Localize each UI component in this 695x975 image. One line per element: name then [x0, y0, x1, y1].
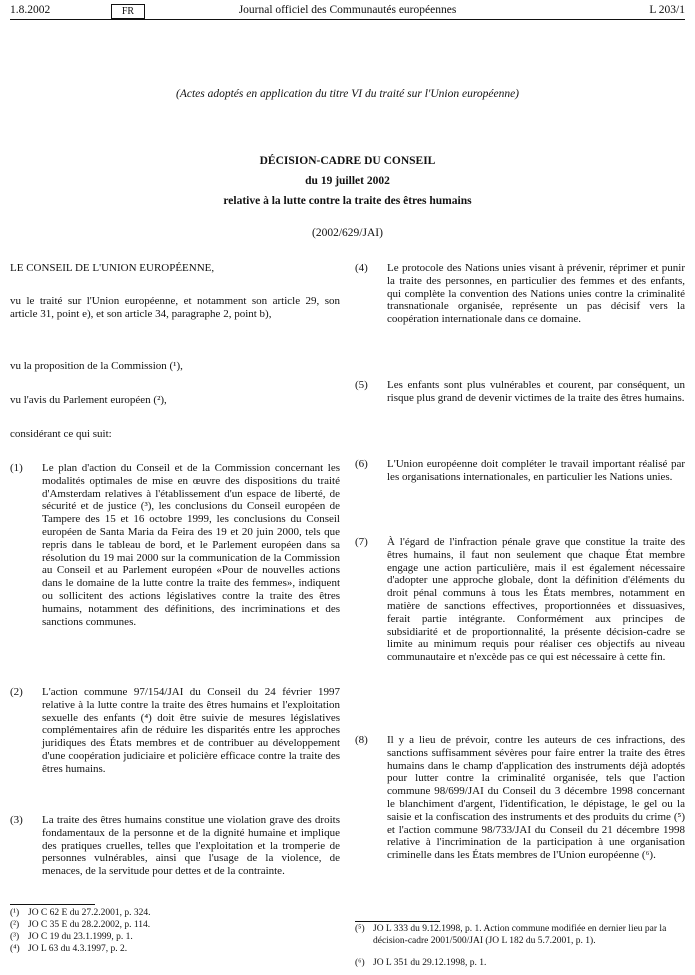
considering-line: considérant ce qui suit: [10, 428, 112, 440]
footnote-number: (¹) [10, 908, 20, 918]
recital-number: (4) [355, 262, 368, 274]
decision-subject: relative à la lutte contre la traite des êtres humains [223, 195, 472, 207]
recital-5 [355, 379, 685, 405]
recital-text: La traite des êtres humains constitue une violation grave des droits fondamentaux de la personne et de la dignité humaine et implique des pratiques cruelles, telles que l'exploitation et la tromperie de personnes vulnérables, ainsi que l'usage de la violence, de menaces, de la servitude pour dettes et de la contrainte. [42, 814, 340, 878]
recital-number: (6) [355, 458, 368, 470]
page-reference: L 203/1 [649, 4, 685, 16]
recital-3 [10, 814, 340, 878]
footnote-text: JO L 333 du 9.12.1998, p. 1. Action commune modifiée en dernier lieu par la décision-cadre 2001/500/JAI (JO L 182 du 5.7.2001, p. 1). [373, 924, 667, 946]
footnote-1 [10, 908, 340, 920]
footnote-text: JO C 35 E du 28.2.2002, p. 114. [28, 920, 151, 930]
footnote-6 [355, 958, 685, 970]
footnote-text: JO C 62 E du 27.2.2001, p. 324. [28, 908, 151, 918]
footnote-5 [355, 924, 685, 947]
decision-title: DÉCISION-CADRE DU CONSEIL [259, 155, 436, 167]
footnote-number: (⁶) [355, 958, 365, 968]
footnote-number: (⁵) [355, 924, 365, 934]
footnote-text: JO L 63 du 4.3.1997, p. 2. [28, 944, 128, 954]
footnote-number: (³) [10, 932, 20, 942]
decision-date: du 19 juillet 2002 [305, 175, 390, 187]
footnote-number: (⁴) [10, 944, 20, 954]
recital-number: (8) [355, 734, 368, 746]
recital-number: (3) [10, 814, 23, 826]
visa-commission: vu la proposition de la Commission (¹), [10, 360, 183, 372]
recital-number: (1) [10, 462, 23, 474]
footnote-2 [10, 920, 340, 932]
footnote-rule [355, 921, 440, 922]
recital-7 [355, 536, 685, 664]
recital-text: L'action commune 97/154/JAI du Conseil du 24 février 1997 relative à la lutte contre la traite des êtres humains et l'exploitation sexuelle des enfants (⁴) doit être suivie de mesures législatives complémentaires afin de réduire les disparités entre les approches juridiques des États membres et de contribuer au développement d'une coopération judiciaire et policière efficace contre la traite des êtres humains. [42, 686, 340, 775]
language-badge: FR [111, 4, 145, 19]
recital-text: L'Union européenne doit compléter le travail important réalisé par les organisations internationales, en particulier les Nations unies. [387, 458, 685, 483]
header-rule [10, 19, 685, 20]
footnote-text: JO C 19 du 23.1.1999, p. 1. [28, 932, 133, 942]
visa-treaty: vu le traité sur l'Union européenne, et notamment son article 29, son article 31, point e), et son article 34, paragraphe 2, point b), [10, 295, 340, 320]
recital-text: Le plan d'action du Conseil et de la Commission concernant les modalités optimales de mise en œuvre des dispositions du traité d'Amsterdam relatives à l'établissement d'un espace de liberté, de sécurité et de justice (³), les conclusions du Conseil européen de Tampere des 15 et 16 octobre 1999, les conclusions du Conseil européen de Santa Maria da Feira des 19 et 20 juin 2000, tels que repris dans le tableau de bord, et le Parlement européen dans sa résolution du 19 mai 2000 sur la communication de la Commission au Conseil et au Parlement européen «Pour de nouvelles actions dans le domaine de la lutte contre la traite des femmes», indiquent ou sollicitent des actions législatives contre la traite des êtres humains, notamment des définitions, des incriminations et des sanctions communes. [42, 462, 340, 628]
recital-1 [10, 462, 340, 628]
recital-number: (7) [355, 536, 368, 548]
recital-4 [355, 262, 685, 326]
journal-title: Journal officiel des Communautés européennes [238, 4, 457, 16]
recital-text: Les enfants sont plus vulnérables et courent, par conséquent, un risque plus grand de devenir victimes de la traite des êtres humains. [387, 379, 685, 404]
footnote-3 [10, 932, 340, 944]
footnote-4 [10, 944, 340, 956]
recital-text: Le protocole des Nations unies visant à prévenir, réprimer et punir la traite des personnes, en particulier des femmes et des enfants, qui complète la convention des Nations unies contre la criminalité transnationale organisée, représente un pas décisif vers la coopération internationale dans ce domaine. [387, 262, 685, 326]
decision-code: (2002/629/JAI) [312, 227, 383, 239]
recital-2 [10, 686, 340, 776]
page-header [10, 4, 685, 20]
footnote-text: JO L 351 du 29.12.1998, p. 1. [373, 958, 487, 968]
footnote-number: (²) [10, 920, 20, 930]
footnote-rule [10, 904, 95, 905]
recital-text: Il y a lieu de prévoir, contre les auteurs de ces infractions, des sanctions suffisamment sévères pour faire entrer la traite des êtres humains dans le champ d'application des instruments déjà adoptés pour lutter contre la criminalité organisée, tels que l'action commune 98/699/JAI du Conseil du 3 décembre 1998 concernant le blanchiment d'argent, l'identification, le dépistage, le gel ou la saisie et la confiscation des instruments et des produits du crime (⁵) et l'action commune 98/733/JAI du Conseil du 21 décembre 1998 relative à l'incrimination de la participation à une organisation criminelle dans les États membres de l'Union européenne (⁶). [387, 734, 685, 862]
recital-8 [355, 734, 685, 862]
recital-6 [355, 458, 685, 484]
recital-number: (2) [10, 686, 23, 698]
act-subtitle: (Actes adoptés en application du titre VI du traité sur l'Union européenne) [175, 88, 520, 100]
council-heading: LE CONSEIL DE L'UNION EUROPÉENNE, [10, 262, 215, 274]
recital-text: À l'égard de l'infraction pénale grave que constitue la traite des êtres humains, il faut non seulement que chaque État membre engage une action particulière, mais il est également nécessaire d'adopter une approche globale, dont la définition d'éléments du droit pénal communs à tous les États membres, notamment en matière de sanctions effectives, proportionnées et dissuasives, ferait partie intégrante. Conformément aux principes de subsidiarité et de proportionnalité, la présente décision-cadre se limite au minimum requis pour réaliser ces objectifs au niveau communautaire et n'excède pas ce qui est nécessaire à cette fin. [387, 536, 685, 664]
publication-date: 1.8.2002 [10, 4, 51, 16]
visa-parliament: vu l'avis du Parlement européen (²), [10, 394, 167, 406]
recital-number: (5) [355, 379, 368, 391]
